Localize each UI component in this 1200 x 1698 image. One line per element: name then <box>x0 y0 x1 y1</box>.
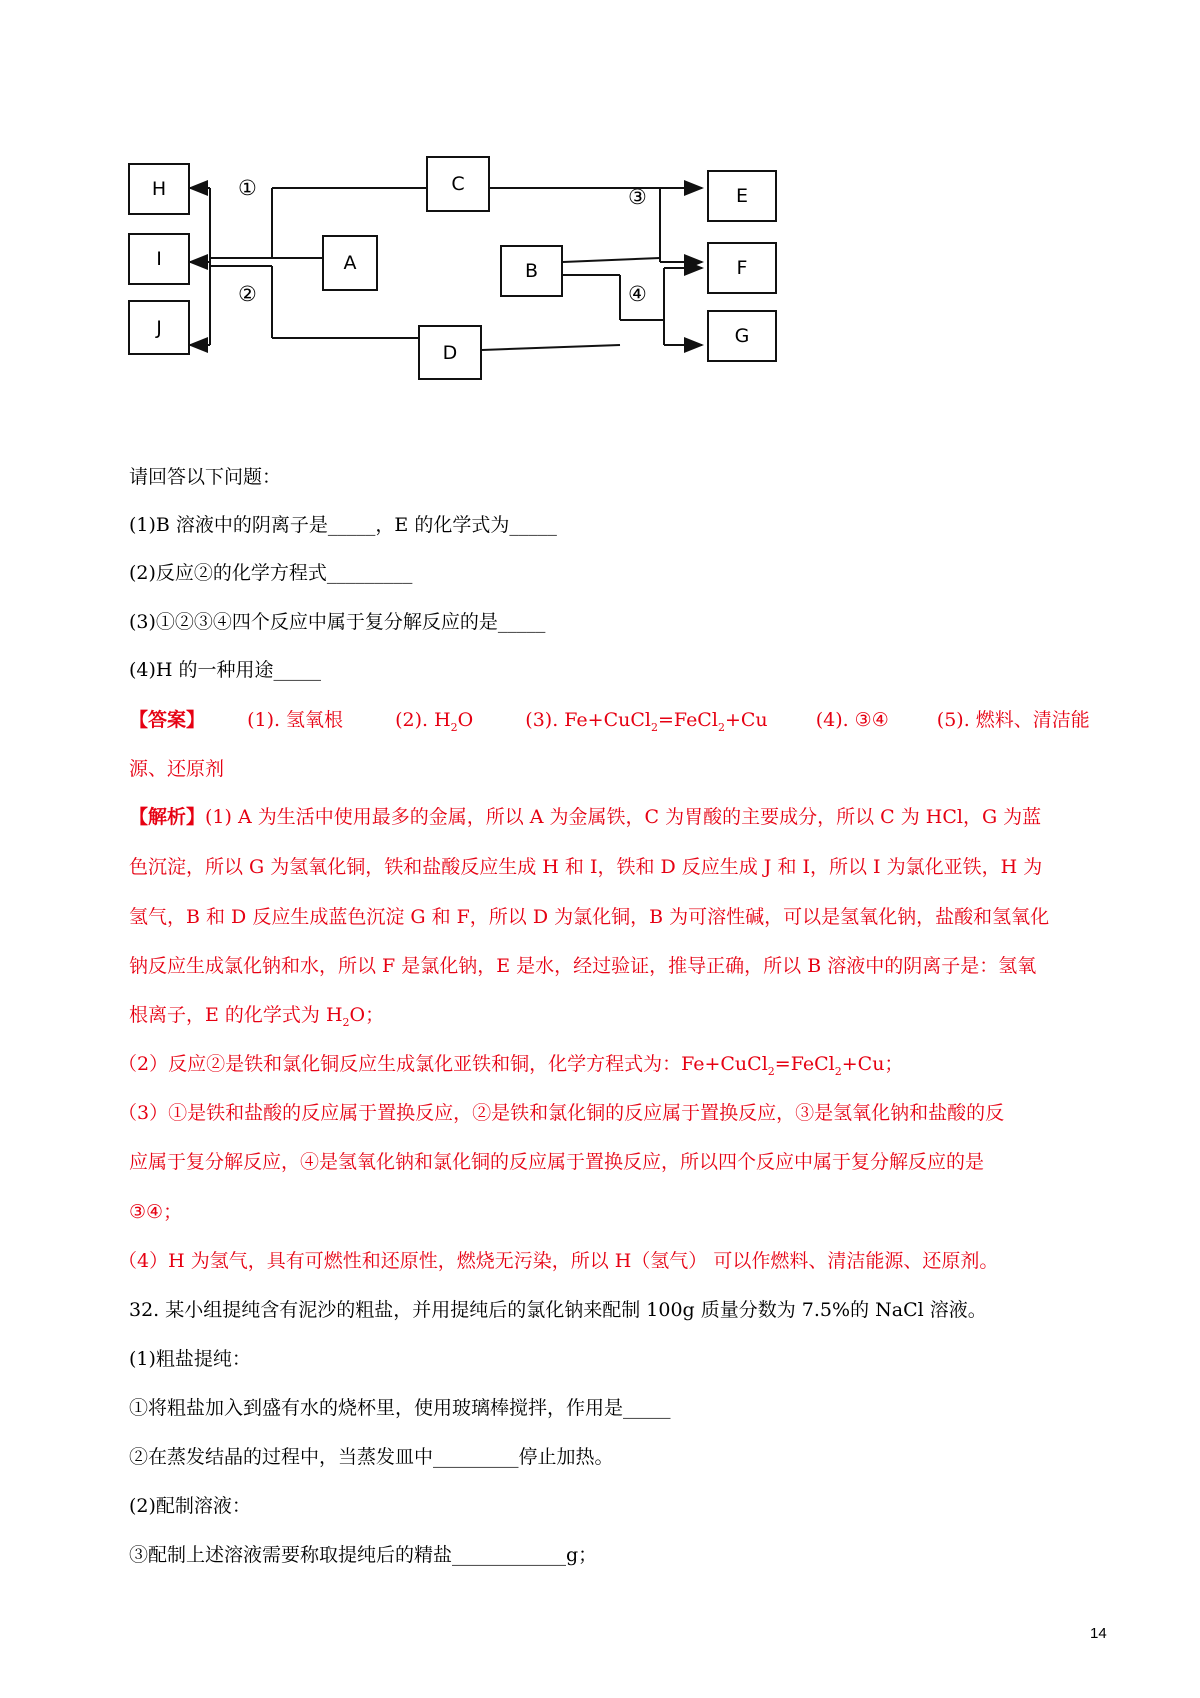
answer-item-1: (1). 氢氧根 <box>247 709 344 731</box>
reaction-label-1: ① <box>238 176 257 200</box>
node-b: B <box>500 245 563 297</box>
analysis-line-7: （3）①是铁和盐酸的反应属于置换反应，②是铁和氯化铜的反应属于置换反应，③是氢氧化钠和盐酸的反 <box>118 1102 1005 1124</box>
node-c: C <box>426 156 490 212</box>
reaction-flow-diagram <box>0 0 1200 420</box>
question-4: (4)H 的一种用途_____ <box>129 659 322 681</box>
analysis-line-3: 氢气，B 和 D 反应生成蓝色沉淀 G 和 F，所以 D 为氯化铜，B 为可溶性碱，可以是氢氧化钠，盐酸和氢氧化 <box>129 906 1050 928</box>
answer-line-2: 源、还原剂 <box>129 758 225 780</box>
question-32-item-1: ①将粗盐加入到盛有水的烧杯里，使用玻璃棒搅拌，作用是_____ <box>129 1397 671 1419</box>
answer-tag: 【答案】 <box>129 709 206 731</box>
reaction-label-2: ② <box>238 282 257 306</box>
node-e: E <box>707 170 777 222</box>
analysis-line-6: （2）反应②是铁和氯化铜反应生成氯化亚铁和铜，化学方程式为：Fe+CuCl$_2$=FeCl$_2$+Cu； <box>118 1053 904 1078</box>
answer-line-1 <box>129 711 1090 733</box>
prompt-text: 请回答以下问题： <box>129 466 282 488</box>
question-3: (3)①②③④四个反应中属于复分解反应的是_____ <box>129 611 546 633</box>
analysis-line-10: （4）H 为氢气，具有可燃性和还原性，燃烧无污染，所以 H（氢气） 可以作燃料、清洁能源、还原剂。 <box>118 1250 999 1272</box>
node-i: I <box>128 233 190 285</box>
page-number: 14 <box>1090 1625 1107 1642</box>
question-32-item-3: ③配制上述溶液需要称取提纯后的精盐____________g； <box>129 1544 598 1566</box>
analysis-line-8: 应属于复分解反应，④是氢氧化钠和氯化铜的反应属于置换反应，所以四个反应中属于复分解反应的是 <box>129 1151 985 1173</box>
question-32: 32. 某小组提纯含有泥沙的粗盐，并用提纯后的氯化钠来配制 100g 质量分数为 7.5%的 NaCl 溶液。 <box>129 1299 987 1321</box>
node-g: G <box>707 310 777 362</box>
analysis-line-9: ③④； <box>129 1201 183 1223</box>
answer-item-3: (3). Fe+CuCl$_2$=FeCl$_2$+Cu <box>525 709 768 734</box>
reaction-label-3: ③ <box>628 185 647 209</box>
node-a: A <box>322 235 378 291</box>
node-d: D <box>418 325 482 380</box>
answer-item-2: (2). $H_2O$ <box>395 709 474 734</box>
analysis-line-5: 根离子，E 的化学式为 $H_2O$； <box>129 1004 385 1029</box>
question-1: (1)B 溶液中的阴离子是_____，E 的化学式为_____ <box>129 514 557 536</box>
question-32-item-2: ②在蒸发结晶的过程中，当蒸发皿中_________停止加热。 <box>129 1446 614 1468</box>
analysis-line-4: 钠反应生成氯化钠和水，所以 F 是氯化钠，E 是水，经过验证，推导正确，所以 B 溶液中的阴离子是：氢氧 <box>129 955 1037 977</box>
reaction-label-4: ④ <box>628 282 647 306</box>
question-2: (2)反应②的化学方程式_________ <box>129 562 413 584</box>
node-f: F <box>707 242 777 294</box>
analysis-line-1: 【解析】(1) A 为生活中使用最多的金属，所以 A 为金属铁，C 为胃酸的主要成分，所以 C 为 HCl，G 为蓝 <box>129 806 1042 828</box>
node-j: J <box>128 300 190 355</box>
answer-item-5: (5). 燃料、清洁能 <box>936 709 1090 731</box>
analysis-line-2: 色沉淀，所以 G 为氢氧化铜，铁和盐酸反应生成 H 和 I，铁和 D 反应生成 J 和 I，所以 I 为氯化亚铁，H 为 <box>129 856 1043 878</box>
question-32-part-1: (1)粗盐提纯： <box>129 1348 251 1370</box>
answer-item-4: (4). ③④ <box>815 709 889 731</box>
question-32-part-2: (2)配制溶液： <box>129 1495 251 1517</box>
analysis-tag: 【解析】 <box>129 806 206 828</box>
node-h: H <box>128 163 190 215</box>
